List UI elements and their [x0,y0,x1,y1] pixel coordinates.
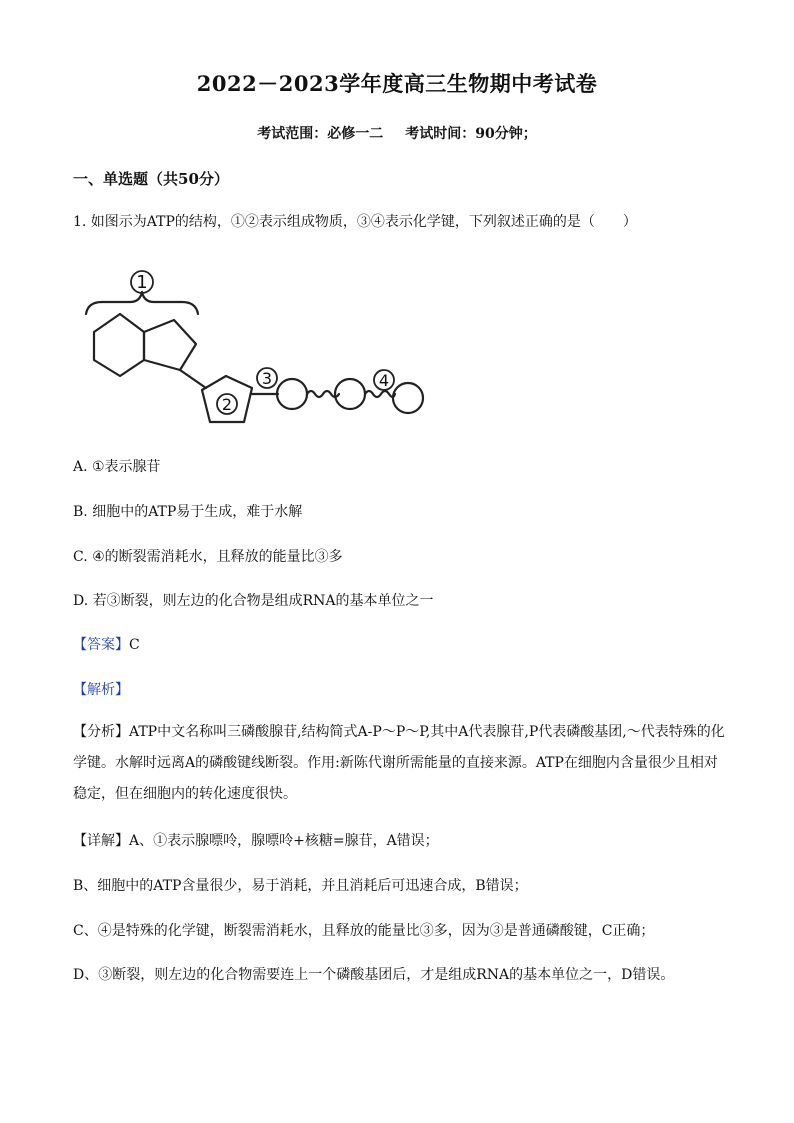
analysis-tag: 【解析】 [73,682,129,698]
question-stem: 1. 如图示为ATP的结构，①②表示组成物质，③④表示化学键，下列叙述正确的是（ ） [73,214,637,230]
detail-a-text: A、①表示腺嘌呤，腺嘌呤+核糖=腺苷，A错误； [129,833,439,849]
answer-tag: 【答案】 [73,637,129,653]
detail-a [73,830,439,850]
detail-tag: 【详解】 [73,833,129,849]
fenxi-tag: 【分析】 [73,724,129,740]
exam-scope: 考试范围：必修一二 [257,126,384,142]
label-3: 3 [261,369,273,388]
phosphate-1 [277,379,307,409]
atp-structure-diagram [78,248,438,438]
page-title: 2022－2023学年度高三生物期中考试卷 [196,71,598,96]
option-d: D. 若③断裂，则左边的化合物是组成RNA的基本单位之一 [73,593,434,609]
glycosidic-bond [180,370,206,388]
exam-time: 考试时间：90分钟； [405,126,537,142]
detail-c: C、④是特殊的化学键，断裂需消耗水，且释放的能量比③多，因为③是普通磷酸键，C正确； [73,923,655,939]
option-c: C. ④的断裂需消耗水，且释放的能量比③多 [73,549,343,565]
phosphate-3 [393,383,423,413]
exam-info [0,123,794,143]
label-1: 1 [136,272,148,293]
option-a: A. ①表示腺苷 [73,459,161,475]
fenxi-text: ATP中文名称叫三磷酸腺苷,结构简式A-P～P～P,其中A代表腺苷,P代表磷酸基团,～代表特殊的化学键。水解时远离A的磷酸键线断裂。作用:新陈代谢所需能量的直接来源。ATP在细胞内含量很少且相对稳定，但在细胞内的转化速度很快。 [73,724,725,802]
pentagon-ring [144,320,196,370]
answer-line [73,634,140,654]
analysis-fenxi [73,717,729,810]
answer-value: C [129,637,140,653]
hexagon-ring [94,314,144,376]
section-heading: 一、单选题（共50分） [73,170,229,188]
label-2: 2 [221,395,233,414]
brace-line [86,292,198,314]
detail-d: D、③断裂，则左边的化合物需要连上一个磷酸基团后，才是组成RNA的基本单位之一，D错误。 [73,967,675,983]
label-4: 4 [378,371,390,390]
high-energy-bond-2 [365,391,395,397]
option-b: B. 细胞中的ATP易于生成，难于水解 [73,504,303,520]
detail-b: B、细胞中的ATP含量很少，易于消耗，并且消耗后可迅速合成，B错误； [73,878,528,894]
